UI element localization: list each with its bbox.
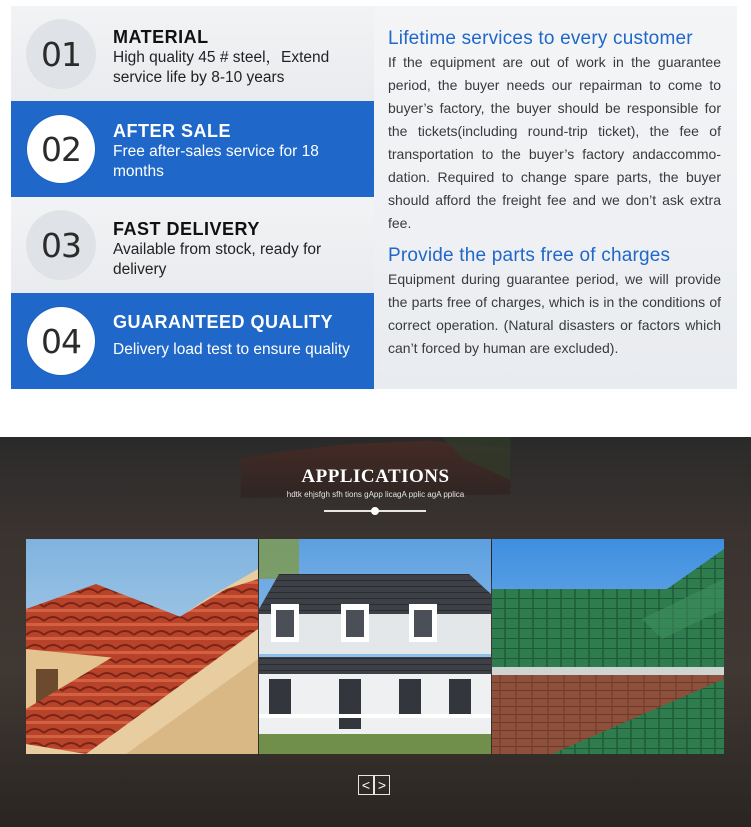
feature-title: GUARANTEED QUALITY [113,312,333,332]
feature-guaranteed-quality [11,293,374,389]
feature-fast-delivery [11,197,374,293]
applications-section [0,437,751,827]
feature-number-badge: 04 [27,307,95,375]
title-divider-dot [371,507,379,515]
feature-title: FAST DELIVERY [113,219,260,239]
feature-title: MATERIAL [113,27,209,47]
applications-title: APPLICATIONS [301,466,450,487]
feature-description: Free after-sales service for 18 months [113,143,319,180]
feature-description: Available from stock, ready for delivery [113,241,322,278]
chevron-left-icon: < [361,777,371,793]
carousel-next-button[interactable] [374,775,390,795]
chevron-right-icon: > [377,777,387,793]
application-photo-house[interactable] [259,539,491,754]
applications-subtitle: hdtk ehjsfgh sfh tions gApp licagA pplic agA pplica [286,490,465,499]
application-photo-green-roof[interactable] [492,539,724,754]
service-heading-parts: Provide the parts free of charges [388,245,671,266]
feature-number-badge: 03 [27,211,95,279]
feature-number-badge: 02 [27,115,95,183]
feature-description: High quality 45 # steel，Extend service life by 8-10 years [113,49,330,86]
feature-list [11,6,374,389]
service-info-panel [374,6,737,389]
carousel-prev-button[interactable] [358,775,374,795]
service-heading-lifetime: Lifetime services to every customer [388,28,693,49]
service-paragraph-lifetime: If the equipment are out of work in the guarantee period, the buyer needs our repairman to come to buyer’s factory, the buyer should be responsible for the tickets(including round-trip ticket), the fee of transportation to the buyer’s factory andaccommo-dation. Required to change spare parts, the buyer should afford the freight fee and we don’t ask extra fee. [388,54,721,231]
feature-number-badge: 01 [27,20,95,88]
feature-material [11,6,374,101]
feature-description: Delivery load test to ensure quality [113,341,350,358]
service-paragraph-parts: Equipment during guarantee period, we will provide the parts free of charges, which is in the conditions of correct operation. (Natural disasters or factors which can’t forced by human are excluded). [388,271,721,356]
application-photo-red-roof[interactable] [26,539,258,754]
feature-title: AFTER SALE [113,121,232,141]
feature-after-sale [11,101,374,197]
